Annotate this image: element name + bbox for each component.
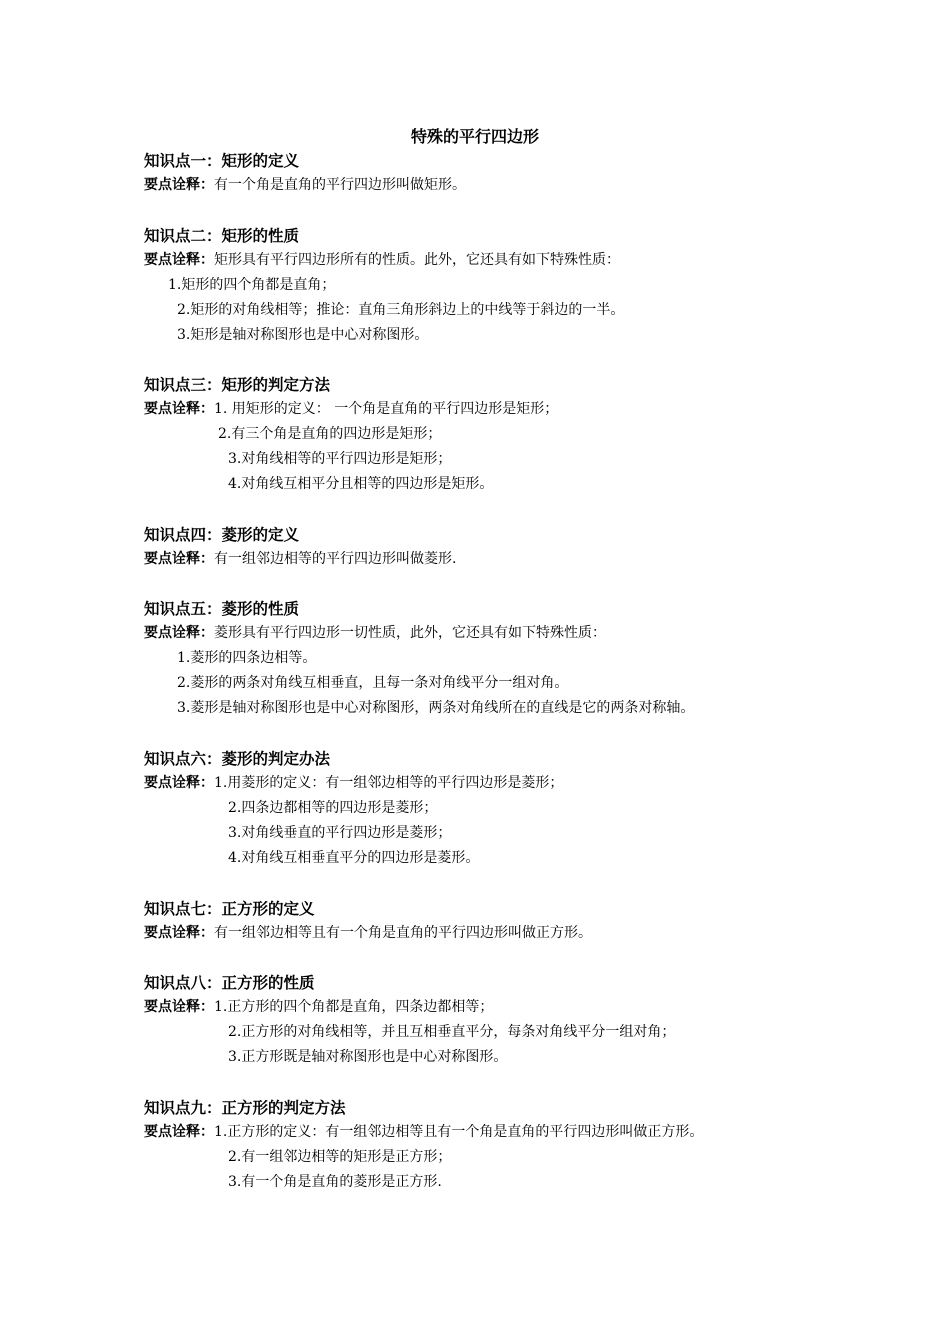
- text-line: 2.菱形的两条对角线互相垂直，且每一条对角线平分一组对角。: [177, 675, 569, 691]
- text-line: [144, 397, 844, 422]
- section-heading: 知识点二：矩形的性质: [144, 227, 300, 245]
- section-rect-definition: [144, 149, 844, 198]
- label: 要点诠释：: [144, 177, 214, 193]
- line-text: 1. 用矩形的定义： 一个角是直角的平行四边形是矩形；: [214, 401, 559, 417]
- label: 要点诠释：: [144, 401, 214, 417]
- section-heading: 知识点四：菱形的定义: [144, 526, 300, 544]
- text-line: [144, 995, 844, 1020]
- text-line: [144, 921, 844, 946]
- section-heading: 知识点六：菱形的判定办法: [144, 750, 331, 768]
- label: 要点诠释：: [144, 252, 214, 268]
- text-line: 3.对角线相等的平行四边形是矩形；: [228, 451, 452, 467]
- label: 要点诠释：: [144, 999, 214, 1015]
- text-line: 2.有一组邻边相等的矩形是正方形；: [228, 1149, 452, 1165]
- section-heading: 知识点三：矩形的判定方法: [144, 376, 331, 394]
- section-heading: 知识点五：菱形的性质: [144, 600, 300, 618]
- label: 要点诠释：: [144, 925, 214, 941]
- text-line: 3.正方形既是轴对称图形也是中心对称图形。: [228, 1049, 508, 1065]
- section-square-definition: [144, 897, 844, 946]
- line-text: 矩形具有平行四边形所有的性质。此外，它还具有如下特殊性质：: [214, 252, 620, 268]
- text-line: 3.菱形是轴对称图形也是中心对称图形，两条对角线所在的直线是它的两条对称轴。: [177, 700, 695, 716]
- section-square-properties: [144, 971, 844, 1070]
- text-line: 3.矩形是轴对称图形也是中心对称图形。: [177, 327, 429, 343]
- text-line: 1.矩形的四个角都是直角；: [168, 277, 336, 293]
- section-heading: 知识点八：正方形的性质: [144, 974, 315, 992]
- text-line: [144, 547, 844, 572]
- text-line: 1.菱形的四条边相等。: [177, 650, 317, 666]
- text-line: 2.正方形的对角线相等，并且互相垂直平分，每条对角线平分一组对角；: [228, 1024, 676, 1040]
- section-rhombus-properties: [144, 597, 844, 721]
- line-text: 有一组邻边相等且有一个角是直角的平行四边形叫做正方形。: [214, 925, 592, 941]
- section-heading: 知识点七：正方形的定义: [144, 900, 315, 918]
- page-title: 特殊的平行四边形: [410, 127, 539, 146]
- label: 要点诠释：: [144, 625, 214, 641]
- section-rect-criteria: [144, 373, 844, 497]
- text-line: 2.矩形的对角线相等；推论：直角三角形斜边上的中线等于斜边的一半。: [177, 302, 625, 318]
- label: 要点诠释：: [144, 551, 214, 567]
- line-text: 1.正方形的定义：有一组邻边相等且有一个角是直角的平行四边形叫做正方形。: [214, 1124, 704, 1140]
- line-text: 1.正方形的四个角都是直角，四条边都相等；: [214, 999, 494, 1015]
- text-line: [144, 771, 844, 796]
- text-line: 2.有三个角是直角的四边形是矩形；: [218, 426, 442, 442]
- text-line: 2.四条边都相等的四边形是菱形；: [228, 800, 438, 816]
- text-line: 4.对角线互相垂直平分的四边形是菱形。: [228, 850, 480, 866]
- text-line: [144, 248, 844, 273]
- section-heading: 知识点一：矩形的定义: [144, 152, 300, 170]
- section-rhombus-definition: [144, 523, 844, 572]
- line-text: 菱形具有平行四边形一切性质，此外，它还具有如下特殊性质：: [214, 625, 606, 641]
- text-line: [144, 173, 844, 198]
- label: 要点诠释：: [144, 775, 214, 791]
- section-square-criteria: [144, 1096, 844, 1195]
- section-rect-properties: [144, 224, 844, 348]
- text-line: 3.对角线垂直的平行四边形是菱形；: [228, 825, 452, 841]
- line-text: 1.用菱形的定义：有一组邻边相等的平行四边形是菱形；: [214, 775, 564, 791]
- text-line: 4.对角线互相平分且相等的四边形是矩形。: [228, 476, 494, 492]
- text-line: 3.有一个角是直角的菱形是正方形.: [228, 1174, 442, 1190]
- text-line: [144, 1120, 844, 1145]
- line-text: 有一个角是直角的平行四边形叫做矩形。: [214, 177, 466, 193]
- label: 要点诠释：: [144, 1124, 214, 1140]
- section-heading: 知识点九：正方形的判定方法: [144, 1099, 346, 1117]
- text-line: [144, 621, 844, 646]
- line-text: 有一组邻边相等的平行四边形叫做菱形.: [214, 551, 457, 567]
- section-rhombus-criteria: [144, 747, 844, 871]
